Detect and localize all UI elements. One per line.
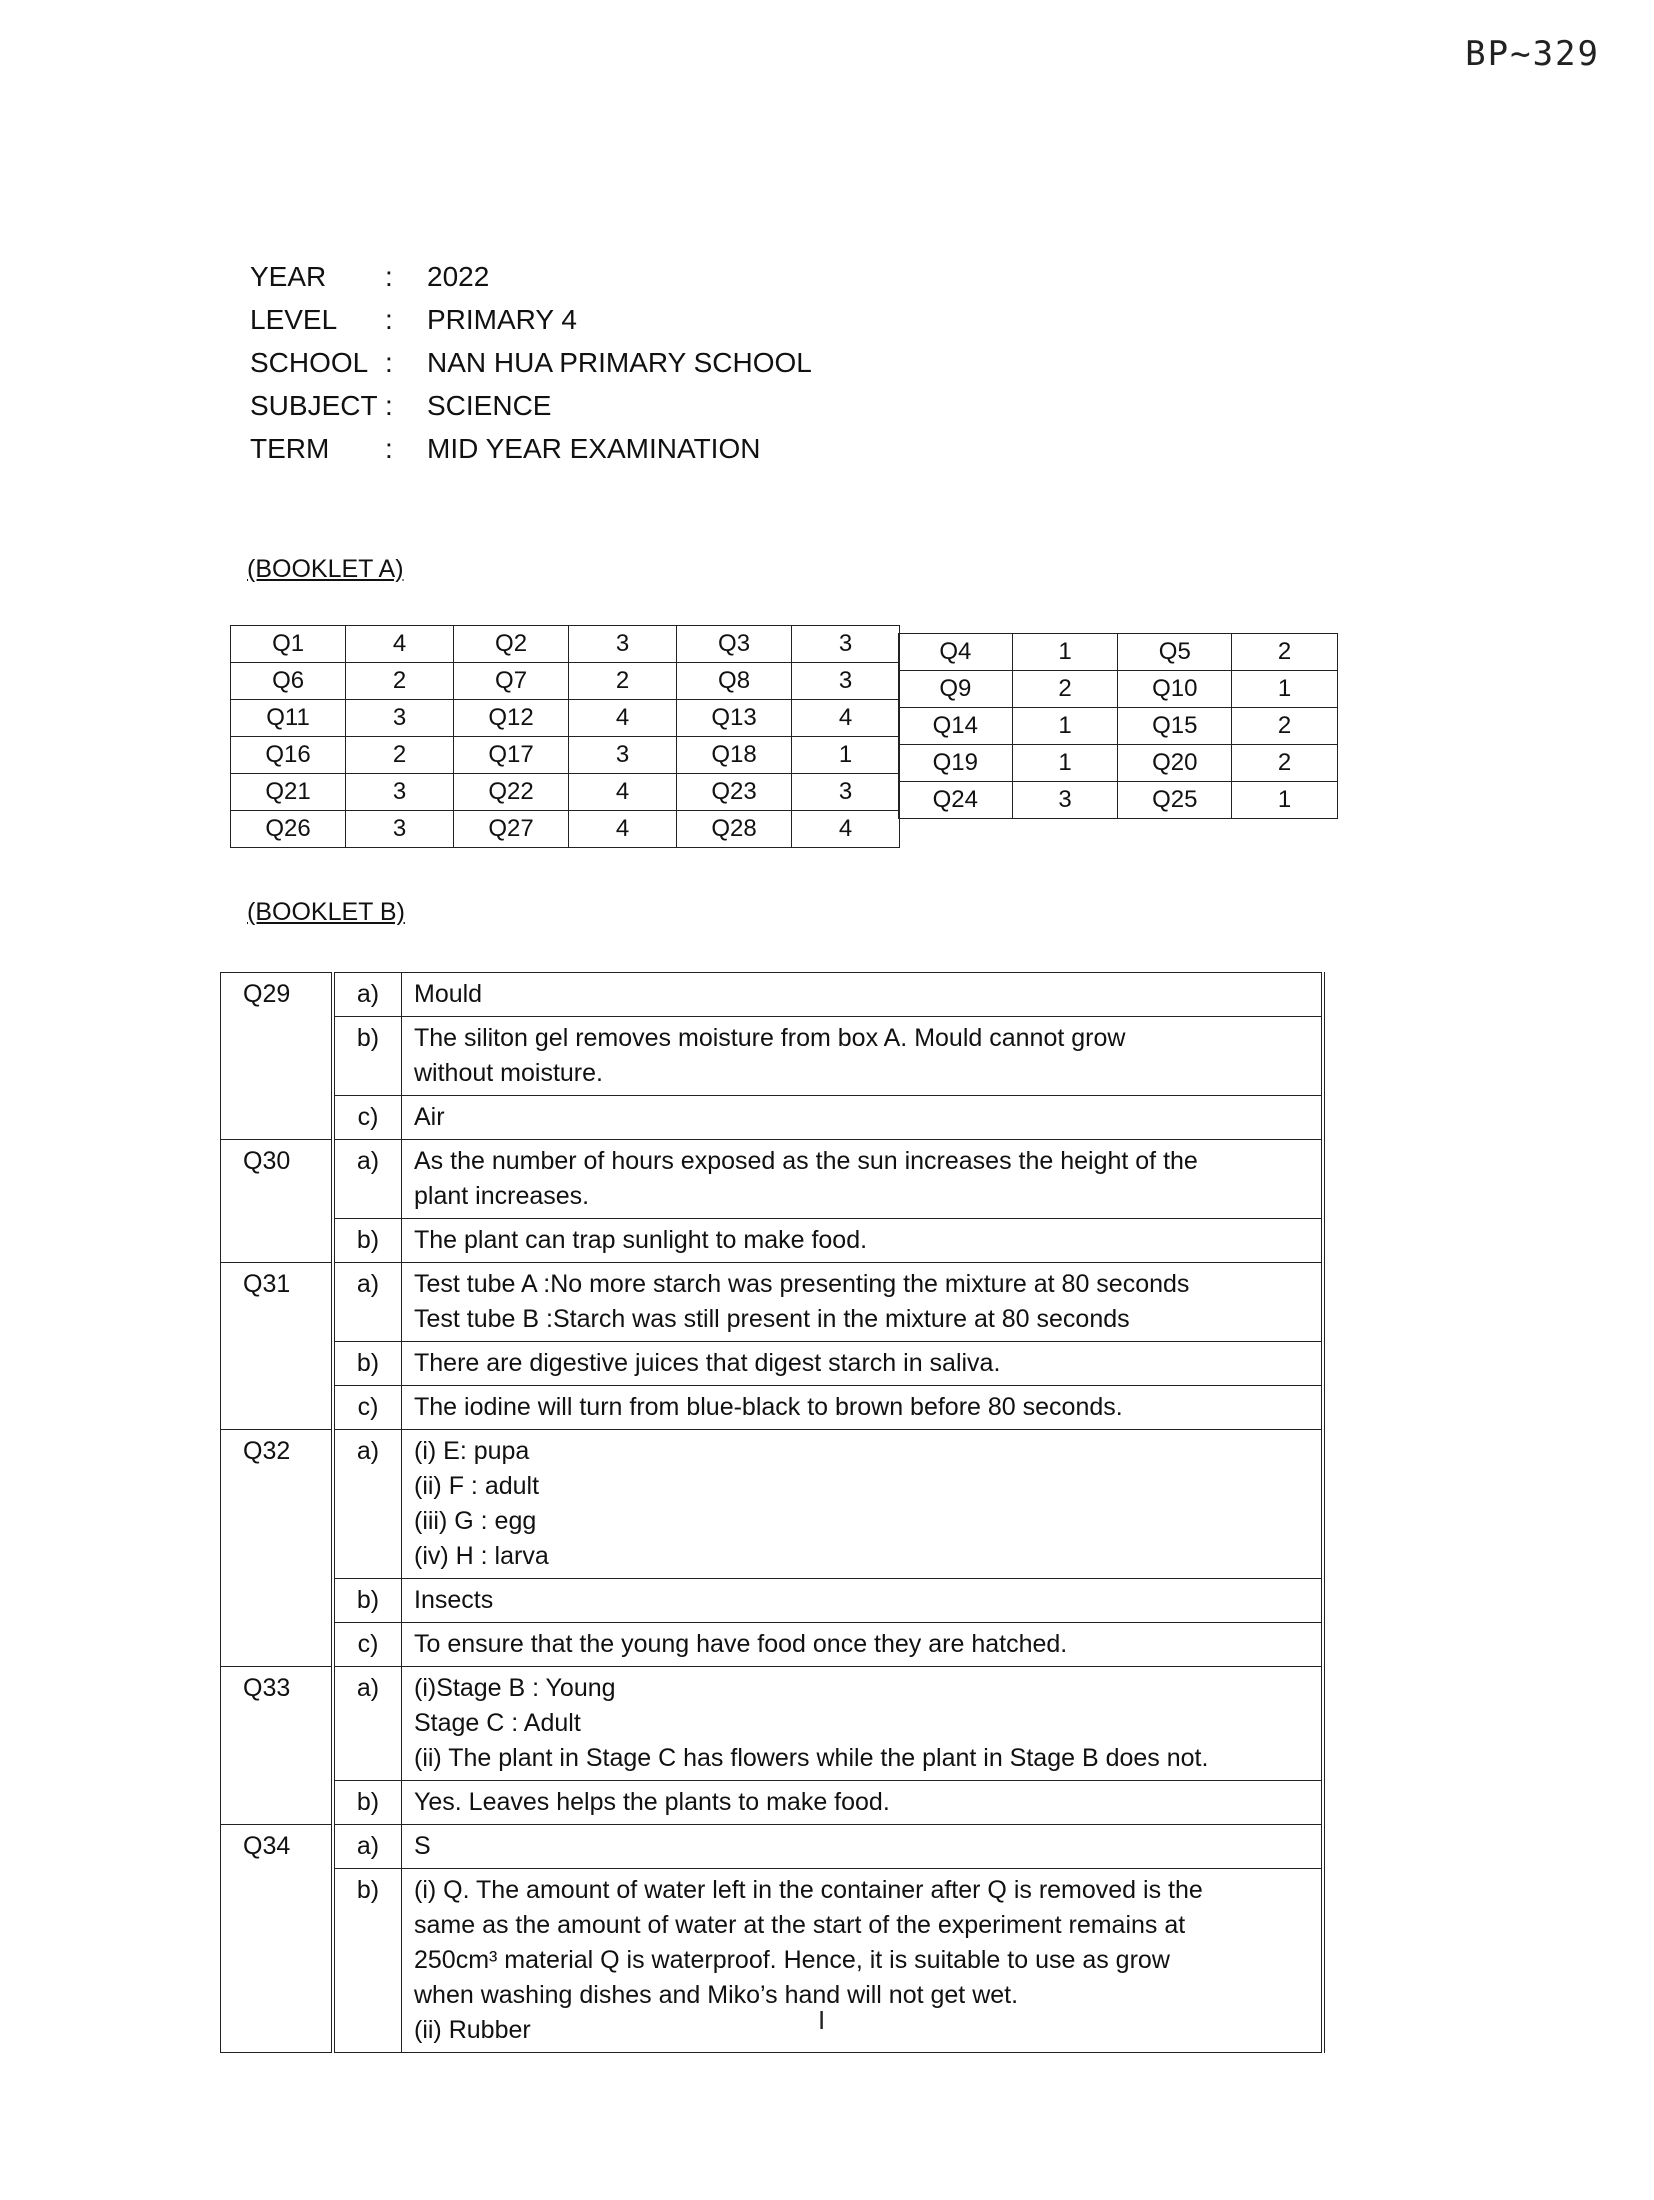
part-label-cell: a) [333,1667,402,1781]
question-number-cell: Q20 [1118,745,1232,782]
answer-cell [402,1825,1324,1869]
question-number-cell: Q24 [899,782,1013,819]
answer-cell [402,1096,1324,1140]
answer-cell [402,1342,1324,1386]
answer-cell [402,1869,1324,2053]
header-value: MID YEAR EXAMINATION [427,433,761,464]
question-number-cell: Q1 [231,626,346,663]
table-row [221,1096,1324,1140]
header-value: 2022 [427,261,490,292]
header-label: SCHOOL [250,347,369,378]
answer-cell: 1 [1232,782,1338,819]
table-row [221,1219,1324,1263]
question-number-cell: Q4 [899,634,1013,671]
header-value: PRIMARY 4 [427,304,577,335]
answer-cell: 1 [1012,708,1118,745]
answer-line: To ensure that the young have food once they are hatched. [414,1630,1068,1658]
part-label-cell: b) [333,1342,402,1386]
header-colon: : [385,347,393,378]
answer-cell: 4 [346,626,454,663]
header-value: NAN HUA PRIMARY SCHOOL [427,347,812,378]
answer-line: plant increases. [414,1182,590,1210]
header-colon: : [385,390,393,421]
answer-cell: 2 [346,737,454,774]
question-number-cell: Q21 [231,774,346,811]
answer-cell [402,1781,1324,1825]
answer-cell: 3 [569,626,677,663]
question-number-cell: Q11 [231,700,346,737]
question-number-cell: Q18 [676,737,791,774]
answer-cell: 3 [792,774,900,811]
answer-cell: 4 [792,700,900,737]
header-school [250,341,812,384]
answer-line: Air [414,1103,445,1131]
answer-cell [402,1386,1324,1430]
header-term [250,427,812,470]
question-number-cell: Q34 [221,1825,334,2053]
answer-cell [402,1430,1324,1579]
answer-line: (i) Q. The amount of water left in the container after Q is removed is the [414,1876,1203,1904]
answer-cell: 2 [346,663,454,700]
answer-line: (ii) Rubber [414,2016,531,2044]
part-label-cell: b) [333,1579,402,1623]
table-row [221,1781,1324,1825]
question-number-cell: Q13 [676,700,791,737]
answer-line: when washing dishes and Miko’s hand will not get wet. [414,1981,1019,2009]
page-mark: I [818,2005,826,2035]
answer-cell [402,1017,1324,1096]
answer-cell: 3 [569,737,677,774]
header-label: TERM [250,433,330,464]
part-label-cell: b) [333,1869,402,2053]
header-label: YEAR [250,261,327,292]
answer-cell: 2 [1012,671,1118,708]
header-value: SCIENCE [427,390,552,421]
question-number-cell: Q9 [899,671,1013,708]
part-label-cell: a) [333,973,402,1017]
question-number-cell: Q17 [453,737,568,774]
table-row [899,708,1338,745]
header-colon: : [385,261,393,292]
answer-cell: 2 [1232,708,1338,745]
answer-line: same as the amount of water at the start of the experiment remains at [414,1911,1186,1939]
question-number-cell: Q6 [231,663,346,700]
answer-cell: 3 [346,700,454,737]
table-row [221,1263,1324,1342]
answer-cell: 1 [792,737,900,774]
table-row [899,634,1338,671]
answer-line: (iii) G : egg [414,1507,537,1535]
answer-line: Yes. Leaves helps the plants to make food. [414,1788,890,1816]
part-label-cell: b) [333,1017,402,1096]
answer-line: (ii) The plant in Stage C has flowers while the plant in Stage B does not. [414,1744,1209,1772]
table-row [221,1342,1324,1386]
table-row [899,671,1338,708]
answer-cell: 4 [569,811,677,848]
answer-line: The iodine will turn from blue-black to brown before 80 seconds. [414,1393,1123,1421]
question-number-cell: Q3 [676,626,791,663]
answer-line: (ii) F : adult [414,1472,540,1500]
part-label-cell: c) [333,1386,402,1430]
answer-cell: 1 [1012,634,1118,671]
answer-cell: 1 [1012,745,1118,782]
answer-line: (iv) H : larva [414,1542,549,1570]
question-number-cell: Q14 [899,708,1013,745]
answer-cell [402,1263,1324,1342]
answer-cell: 3 [792,663,900,700]
question-number-cell: Q30 [221,1140,334,1263]
booklet-a-answer-table-right [898,633,1338,819]
exam-header [250,255,812,470]
table-row [899,782,1338,819]
question-number-cell: Q28 [676,811,791,848]
document-code: BP~329 [1465,34,1600,74]
part-label-cell: b) [333,1219,402,1263]
question-number-cell: Q12 [453,700,568,737]
table-row [231,663,900,700]
part-label-cell: a) [333,1825,402,1869]
header-level [250,298,812,341]
table-row [899,745,1338,782]
question-number-cell: Q7 [453,663,568,700]
answer-line: Stage C : Adult [414,1709,581,1737]
question-number-cell: Q22 [453,774,568,811]
answer-cell [402,1579,1324,1623]
table-row [231,626,900,663]
table-row [231,774,900,811]
table-row [221,1825,1324,1869]
booklet-a-answer-table [230,625,900,848]
header-subject [250,384,812,427]
part-label-cell: a) [333,1263,402,1342]
question-number-cell: Q10 [1118,671,1232,708]
part-label-cell: b) [333,1781,402,1825]
answer-cell: 2 [1232,634,1338,671]
question-number-cell: Q26 [231,811,346,848]
header-year [250,255,812,298]
answer-cell: 4 [569,774,677,811]
table-row [221,1017,1324,1096]
header-label: LEVEL [250,304,338,335]
table-row [221,1386,1324,1430]
booklet-b-answer-table [220,972,1325,2053]
answer-line: The plant can trap sunlight to make food. [414,1226,868,1254]
question-number-cell: Q2 [453,626,568,663]
answer-line: Test tube B :Starch was still present in the mixture at 80 seconds [414,1305,1130,1333]
answer-cell: 3 [1012,782,1118,819]
answer-cell: 2 [569,663,677,700]
table-row [221,1869,1324,2053]
table-row [231,737,900,774]
answer-cell [402,1219,1324,1263]
booklet-b-heading: (BOOKLET B) [247,898,405,926]
answer-line: (i) E: pupa [414,1437,530,1465]
part-label-cell: c) [333,1623,402,1667]
header-colon: : [385,304,393,335]
table-row [221,1667,1324,1781]
table-row [231,700,900,737]
question-number-cell: Q5 [1118,634,1232,671]
header-colon: : [385,433,393,464]
answer-line: The siliton gel removes moisture from box A. Mould cannot grow [414,1024,1126,1052]
table-row [221,973,1324,1017]
table-row [221,1430,1324,1579]
answer-line: Mould [414,980,483,1008]
question-number-cell: Q29 [221,973,334,1140]
table-row [221,1140,1324,1219]
table-row [221,1623,1324,1667]
question-number-cell: Q16 [231,737,346,774]
answer-cell: 3 [346,811,454,848]
question-number-cell: Q33 [221,1667,334,1825]
answer-line: (i)Stage B : Young [414,1674,616,1702]
answer-cell [402,973,1324,1017]
part-label-cell: a) [333,1430,402,1579]
question-number-cell: Q8 [676,663,791,700]
answer-cell: 3 [346,774,454,811]
question-number-cell: Q27 [453,811,568,848]
answer-cell: 4 [792,811,900,848]
table-row [221,1579,1324,1623]
answer-cell: 2 [1232,745,1338,782]
answer-line: Test tube A :No more starch was presenting the mixture at 80 seconds [414,1270,1190,1298]
question-number-cell: Q25 [1118,782,1232,819]
question-number-cell: Q19 [899,745,1013,782]
answer-cell: 3 [792,626,900,663]
question-number-cell: Q23 [676,774,791,811]
answer-cell [402,1623,1324,1667]
answer-line: without moisture. [414,1059,603,1087]
header-label: SUBJECT [250,390,378,421]
answer-cell [402,1140,1324,1219]
part-label-cell: a) [333,1140,402,1219]
answer-line: As the number of hours exposed as the sun increases the height of the [414,1147,1198,1175]
answer-cell [402,1667,1324,1781]
answer-line: S [414,1832,431,1860]
answer-line: There are digestive juices that digest starch in saliva. [414,1349,1001,1377]
question-number-cell: Q15 [1118,708,1232,745]
answer-cell: 4 [569,700,677,737]
answer-cell: 1 [1232,671,1338,708]
question-number-cell: Q32 [221,1430,334,1667]
table-row [231,811,900,848]
question-number-cell: Q31 [221,1263,334,1430]
answer-line: 250cm³ material Q is waterproof. Hence, it is suitable to use as grow [414,1946,1170,1974]
booklet-a-heading: (BOOKLET A) [247,555,404,583]
part-label-cell: c) [333,1096,402,1140]
answer-line: Insects [414,1586,494,1614]
